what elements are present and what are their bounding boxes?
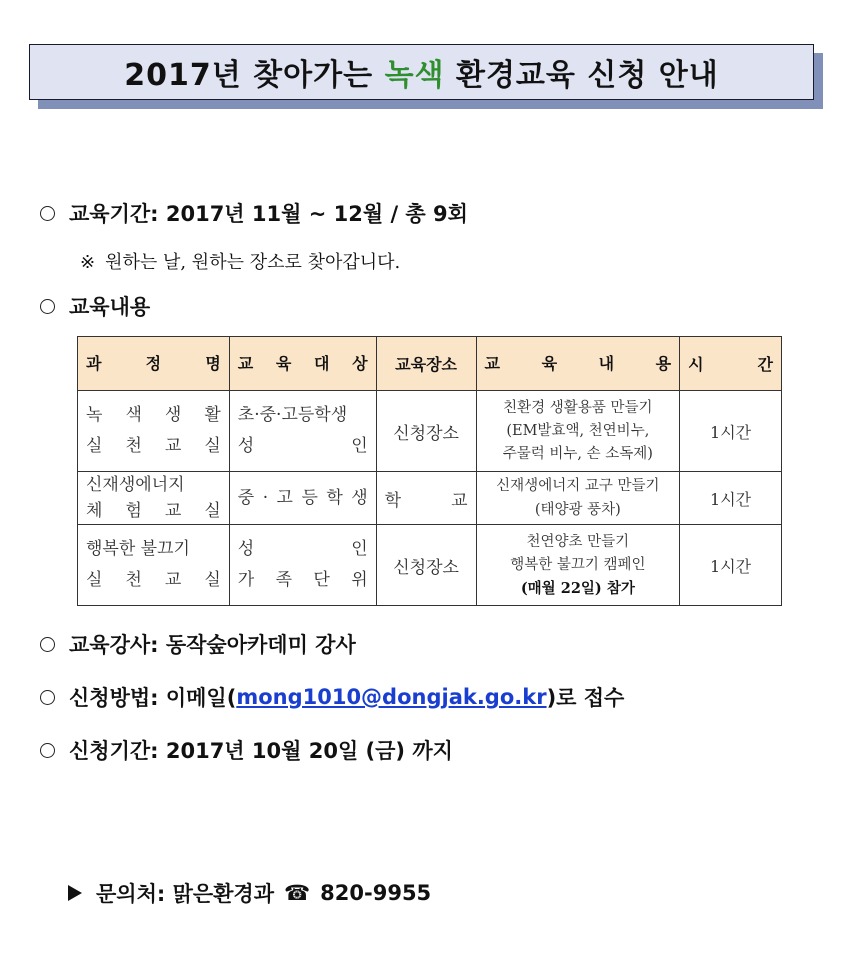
time-cell: 1시간 xyxy=(680,525,782,606)
instructor-text: 교육강사: 동작숲아카데미 강사 xyxy=(69,633,356,657)
time-cell: 1시간 xyxy=(680,391,782,472)
circle-bullet-icon xyxy=(40,637,55,652)
content-cell: 천연양초 만들기 행복한 불끄기 캠페인 (매월 22일) 참가 xyxy=(476,525,680,606)
apply-period-row xyxy=(40,735,453,765)
circle-bullet-icon xyxy=(40,206,55,221)
reference-mark-icon: ※ xyxy=(80,252,96,273)
table-row xyxy=(78,525,782,606)
triangle-bullet-icon xyxy=(68,885,82,901)
place-cell: 신청장소 xyxy=(376,391,476,472)
header-target: 교 육 대 상 xyxy=(229,337,376,391)
place-cell: 신청장소 xyxy=(376,525,476,606)
title-text-green: 녹색 xyxy=(384,58,445,93)
content-cell: 신재생에너지 교구 만들기 (태양광 풍차) xyxy=(476,472,680,525)
course-cell: 행복한 불끄기 실 천 교 실 xyxy=(78,525,230,606)
target-cell: 초·중·고등학생 성 인 xyxy=(229,391,376,472)
table-row xyxy=(78,472,782,525)
course-cell: 녹 색 생 활 실 천 교 실 xyxy=(78,391,230,472)
time-cell: 1시간 xyxy=(680,472,782,525)
contact-label: 문의처: 맑은환경과 xyxy=(96,882,274,906)
place-cell: 학 교 xyxy=(376,472,476,525)
course-cell: 신재생에너지 체 험 교 실 xyxy=(78,472,230,525)
header-course: 과 정 명 xyxy=(78,337,230,391)
page-title xyxy=(29,44,814,100)
apply-method-prefix: 신청방법: 이메일( xyxy=(69,686,237,710)
email-link[interactable]: mong1010@dongjak.go.kr xyxy=(236,685,547,709)
content-heading-row xyxy=(40,291,150,321)
contact-phone: 820-9955 xyxy=(320,881,432,905)
table-row xyxy=(78,391,782,472)
circle-bullet-icon xyxy=(40,743,55,758)
content-heading: 교육내용 xyxy=(69,295,151,319)
target-cell: 성 인 가 족 단 위 xyxy=(229,525,376,606)
apply-method-suffix: )로 접수 xyxy=(546,686,625,710)
header-content: 교 육 내 용 xyxy=(476,337,680,391)
content-cell: 친환경 생활용품 만들기 (EM발효액, 천연비누, 주물럭 비누, 손 소독제) xyxy=(476,391,680,472)
note-text: 원하는 날, 원하는 장소로 찾아갑니다. xyxy=(105,252,401,273)
apply-method-row xyxy=(40,682,624,712)
note xyxy=(80,248,400,274)
period-text: 교육기간: 2017년 11월 ~ 12월 / 총 9회 xyxy=(69,202,468,226)
title-text-1: 2017년 찾아가는 xyxy=(124,58,385,93)
header-time: 시 간 xyxy=(680,337,782,391)
instructor-row xyxy=(40,629,356,659)
education-table xyxy=(77,336,782,606)
header-place: 교육장소 xyxy=(376,337,476,391)
period-row xyxy=(40,198,468,228)
title-text-2: 환경교육 신청 안내 xyxy=(444,58,719,93)
phone-icon: ☎ xyxy=(284,881,311,905)
contact-row xyxy=(68,878,431,908)
circle-bullet-icon xyxy=(40,299,55,314)
apply-period-text: 신청기간: 2017년 10월 20일 (금) 까지 xyxy=(69,739,453,763)
circle-bullet-icon xyxy=(40,690,55,705)
target-cell: 중 · 고 등 학 생 xyxy=(229,472,376,525)
table-header-row xyxy=(78,337,782,391)
